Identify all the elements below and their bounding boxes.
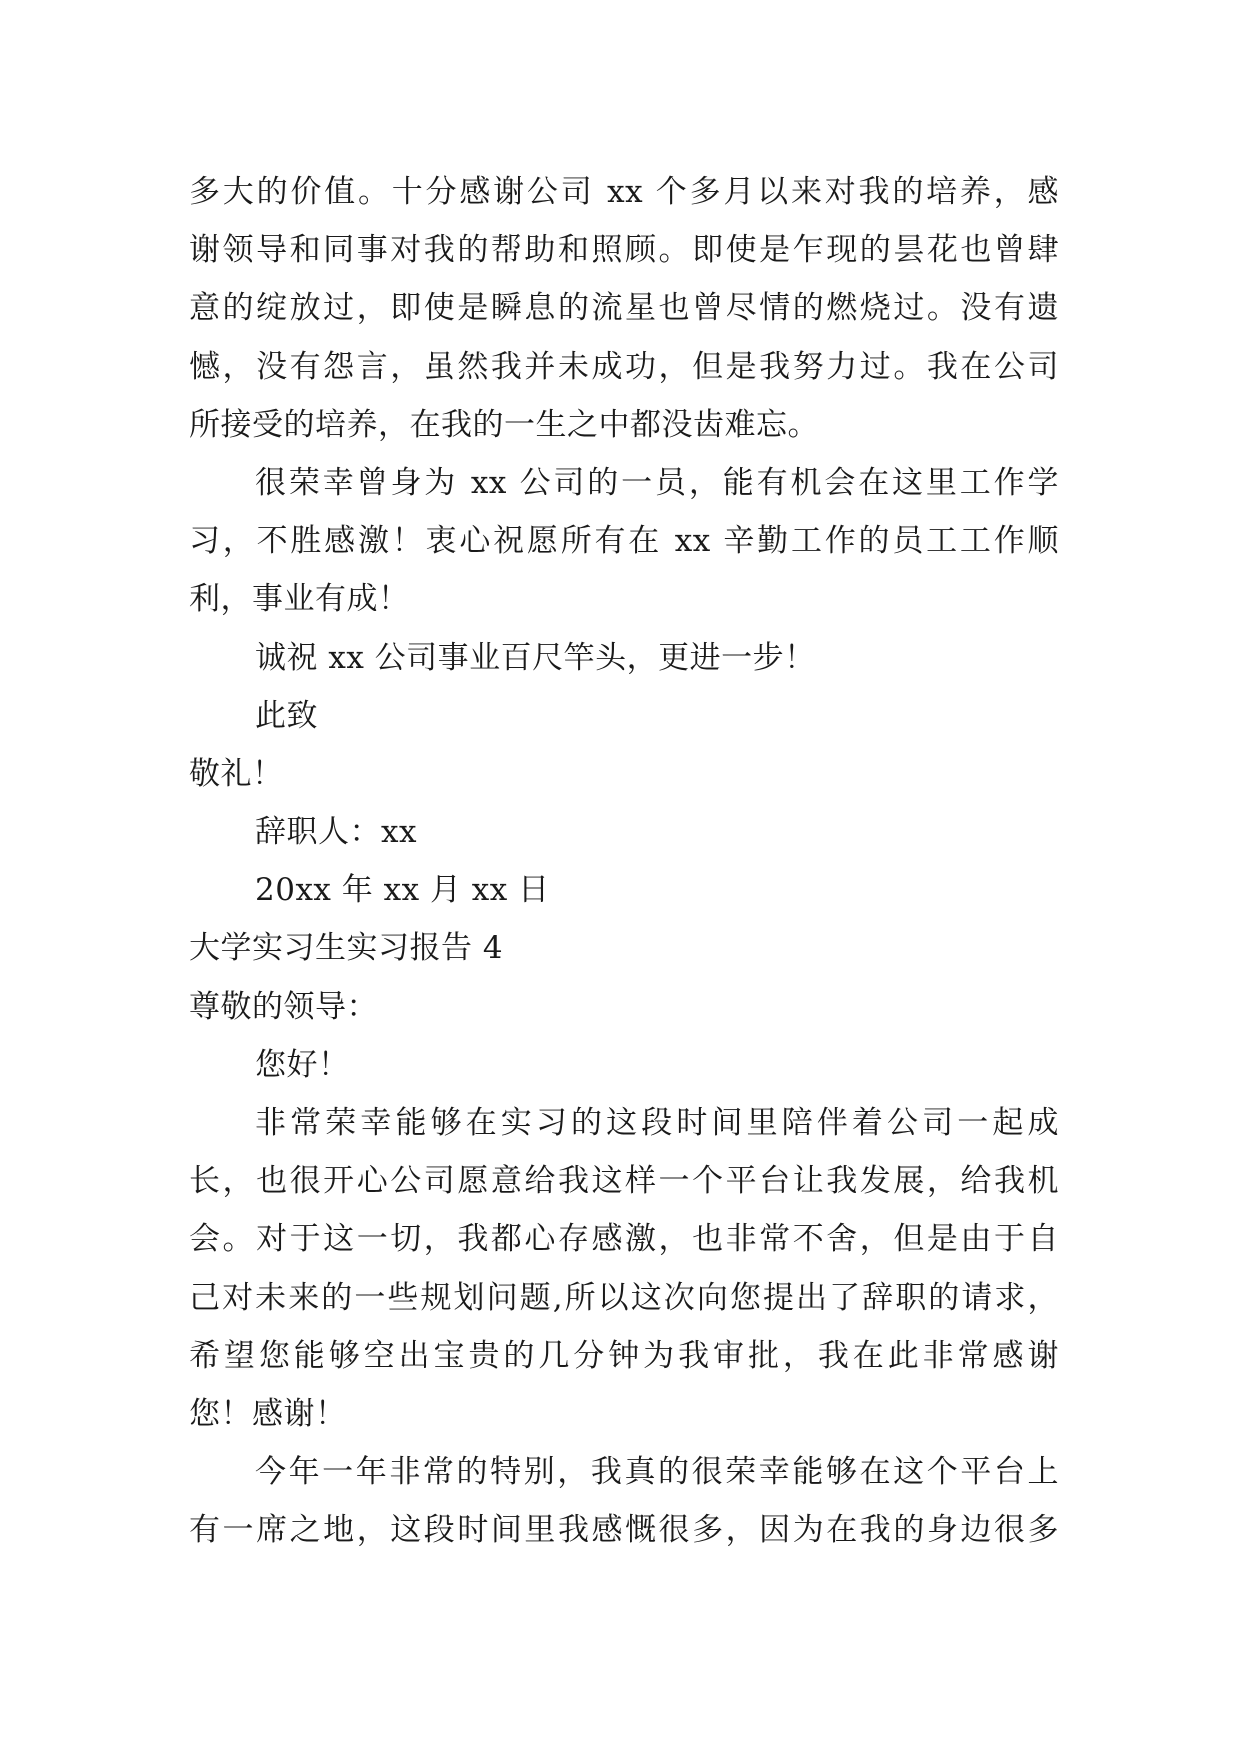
text-line: 意的绽放过，即使是瞬息的流星也曾尽情的燃烧过。没有遗 bbox=[189, 290, 1059, 327]
document-body bbox=[189, 163, 1059, 1560]
text-line: 长，也很开心公司愿意给我这样一个平台让我发展，给我机 bbox=[189, 1163, 1059, 1200]
text-line: 多大的价值。十分感谢公司 xx 个多月以来对我的培养，感 bbox=[189, 174, 1059, 210]
text-line: 己对未来的一些规划问题,所以这次向您提出了辞职的请求， bbox=[189, 1279, 1059, 1316]
text-line: 谢领导和同事对我的帮助和照顾。即使是乍现的昙花也曾肆 bbox=[189, 232, 1059, 269]
text-line: 会。对于这一切，我都心存感激，也非常不舍，但是由于自 bbox=[189, 1221, 1059, 1258]
text-line: 您好！ bbox=[255, 1046, 350, 1083]
signature-line: 辞职人：xx bbox=[255, 814, 417, 851]
text-line: 希望您能够空出宝贵的几分钟为我审批，我在此非常感谢 bbox=[189, 1337, 1059, 1374]
text-line: 憾，没有怨言，虽然我并未成功，但是我努力过。我在公司 bbox=[189, 348, 1059, 385]
text-line: 习，不胜感激！衷心祝愿所有在 xx 辛勤工作的员工工作顺 bbox=[189, 523, 1059, 560]
text-line: 很荣幸曾身为 xx 公司的一员，能有机会在这里工作学 bbox=[255, 464, 1059, 501]
text-line: 诚祝 xx 公司事业百尺竿头，更进一步！ bbox=[255, 639, 816, 676]
text-line: 利，事业有成！ bbox=[189, 581, 410, 618]
closing-regards: 敬礼！ bbox=[189, 755, 284, 792]
date-line: 20xx 年 xx 月 xx 日 bbox=[255, 872, 550, 909]
text-line: 您！感谢！ bbox=[189, 1395, 347, 1432]
text-line: 今年一年非常的特别，我真的很荣幸能够在这个平台上 bbox=[255, 1454, 1059, 1491]
text-line: 所接受的培养，在我的一生之中都没齿难忘。 bbox=[189, 406, 819, 443]
section-title: 大学实习生实习报告 4 bbox=[189, 930, 504, 967]
closing-salutation: 此致 bbox=[255, 697, 318, 734]
greeting-line: 尊敬的领导： bbox=[189, 988, 378, 1025]
text-line: 有一席之地，这段时间里我感慨很多，因为在我的身边很多 bbox=[189, 1512, 1059, 1549]
text-line: 非常荣幸能够在实习的这段时间里陪伴着公司一起成 bbox=[255, 1105, 1059, 1141]
